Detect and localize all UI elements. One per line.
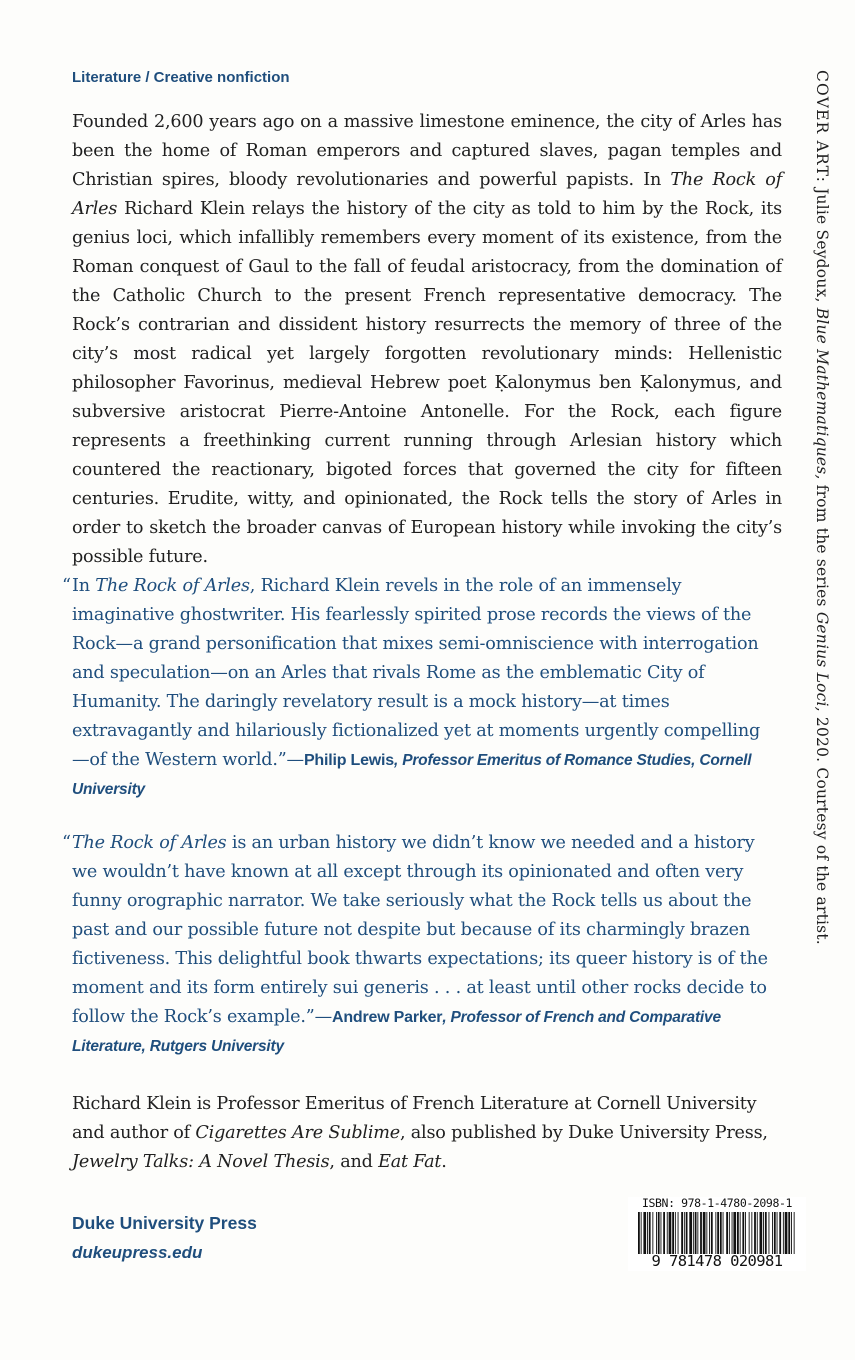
barcode-bar	[754, 1212, 756, 1254]
barcode-bar	[700, 1212, 702, 1254]
quote-open-mark: “	[62, 833, 71, 853]
barcode-bar	[638, 1212, 640, 1254]
blurb-text-1: Founded 2,600 years ago on a massive limestone eminence, the city of Arles has been the home of Roman emperors and captured slaves, pagan temples and Christian spires, bloody revolutionaries and powerful papists. In	[72, 112, 782, 190]
quote1-body: , Richard Klein revels in the role of an immensely imaginative ghostwriter. His fearlessly spirited prose records the views of the Rock—a grand personification that mixes semi-omniscience with interrogation and speculation—on an Arles that rivals Rome as the emblematic City of Humanity. The daringly revelatory result is a mock history—at times extravagantly and hilariously fictionalized yet at moments urgently compelling—of the Western world.”—	[72, 576, 761, 770]
barcode-bar	[649, 1212, 651, 1254]
barcode-bar	[689, 1212, 692, 1254]
bio-text-1: Richard Klein is Professor Emeritus of French Literature at Cornell University and author of	[72, 1094, 757, 1143]
barcode-bar	[661, 1212, 662, 1254]
barcode-bar	[765, 1212, 767, 1254]
barcode-bar	[669, 1212, 672, 1254]
quote1-affiliation: , Professor Emeritus of Romance Studies, Cornell University	[72, 752, 752, 798]
barcode-bar	[643, 1212, 646, 1254]
barcode-bar	[667, 1212, 668, 1254]
cover-art-work: Blue Mathematiques,	[813, 307, 831, 480]
barcode-bar	[791, 1212, 792, 1254]
barcode-bar	[678, 1212, 679, 1254]
barcode-bar	[717, 1212, 719, 1254]
barcode-bar	[663, 1212, 665, 1254]
barcode-bar	[709, 1212, 710, 1254]
author-bio	[72, 1090, 782, 1177]
barcode-bar	[742, 1212, 744, 1254]
quote2-affiliation: , Professor of French and Comparative Literature, Rutgers University	[72, 1009, 721, 1055]
category-label: Literature / Creative nonfiction	[72, 69, 290, 86]
barcode-bar	[749, 1212, 750, 1254]
bio-book-1: Cigarettes Are Sublime	[195, 1123, 400, 1143]
barcode-bar	[740, 1212, 741, 1254]
barcode-bar	[686, 1212, 688, 1254]
barcode-bar	[693, 1212, 694, 1254]
barcode-bar	[777, 1212, 778, 1254]
quote1-book-title: The Rock of Arles	[95, 576, 250, 596]
endorsement-quote-2	[62, 829, 772, 1061]
barcode-bar	[769, 1212, 770, 1254]
barcode-bar	[703, 1212, 706, 1254]
blurb-text-2: Richard Klein relays the history of the city as told to him by the Rock, its genius loci, which infallibly remembers every moment of its existence, from the Roman conquest of Gaul to the fall of feudal aristocracy, from the domination of the Catholic Church to the present French representative democracy. The Rock’s contrarian and dissident history resurrects the memory of three of the city’s most radical yet largely forgotten revolutionary minds: Hellenistic philosopher Favorinus, medieval Hebrew poet Ḳalonymus ben Ḳalonymus, and subversive aristocrat Pierre-Antoine Antonelle. For the Rock, each figure represents a freethinking current running through Arlesian history which countered the reactionary, bigoted forces that governed the city for fifteen centuries. Erudite, witty, and opinionated, the Rock tells the story of Arles in order to sketch the broader canvas of European history while invoking the city’s possible future.	[72, 199, 782, 567]
cover-art-artist: Julie Seydoux,	[813, 183, 831, 308]
barcode-bar	[641, 1212, 642, 1254]
barcode-bar	[783, 1212, 784, 1254]
quote-open-mark: “	[62, 576, 71, 596]
publisher-name: Duke University Press	[72, 1213, 257, 1233]
barcode-bar	[794, 1212, 795, 1254]
barcode-bar	[715, 1212, 716, 1254]
barcode-bar	[675, 1212, 676, 1254]
cover-art-series-prefix: from the series	[813, 479, 831, 612]
cover-art-credit	[812, 70, 832, 945]
bio-book-2: Jewelry Talks: A Novel Thesis	[72, 1152, 330, 1172]
barcode-bar	[772, 1212, 773, 1254]
bio-text-2: , also published by Duke University Press,	[399, 1123, 768, 1143]
barcode-bar	[757, 1212, 758, 1254]
barcode-bar	[658, 1212, 660, 1254]
blurb-book-title: The Rock of Arles	[72, 170, 783, 219]
barcode-bar	[788, 1212, 790, 1254]
barcode-bar	[672, 1212, 674, 1254]
barcode-bar	[751, 1212, 752, 1254]
barcode-bar	[656, 1212, 657, 1254]
barcode-bar	[763, 1212, 764, 1254]
barcode-bar	[706, 1212, 707, 1254]
bio-text-4: .	[441, 1152, 447, 1172]
barcode-bar	[732, 1212, 733, 1254]
quote1-author: Philip Lewis	[303, 752, 394, 769]
endorsement-quote-1	[62, 572, 772, 804]
barcode-bar	[723, 1212, 724, 1254]
cover-art-label: COVER ART:	[813, 70, 831, 183]
isbn-label: ISBN: 978-1-4780-2098-1	[641, 1196, 793, 1210]
quote2-book-title: The Rock of Arles	[72, 833, 227, 853]
bio-text-3: , and	[329, 1152, 379, 1172]
barcode-bars	[638, 1212, 796, 1254]
barcode-bar	[720, 1212, 722, 1254]
barcode-bar	[681, 1212, 683, 1254]
barcode-bar	[733, 1212, 736, 1254]
barcode-bar	[697, 1212, 698, 1254]
book-description	[72, 108, 782, 572]
barcode-bar	[684, 1212, 685, 1254]
quote1-lead: In	[72, 576, 96, 596]
barcode-bar	[729, 1212, 730, 1254]
barcode-bar	[695, 1212, 697, 1254]
barcode-bar	[745, 1212, 746, 1254]
barcode-bar	[711, 1212, 713, 1254]
quote2-author: Andrew Parker	[331, 1009, 443, 1026]
bio-book-3: Eat Fat	[378, 1152, 442, 1172]
barcode-bar	[779, 1212, 781, 1254]
barcode-bar	[760, 1212, 763, 1254]
isbn-barcode-block	[628, 1197, 806, 1271]
barcode-bar	[726, 1212, 728, 1254]
cover-art-courtesy: 2020. Courtesy of the artist.	[813, 711, 831, 945]
cover-art-series: Genius Loci,	[813, 611, 831, 712]
quote2-body: is an urban history we didn’t know we needed and a history we wouldn’t have known at all except through its opinionated and often very funny orographic narrator. We take seriously what the Rock tells us about the past and our possible future not despite but because of its charmingly brazen fictiveness. This delightful book thwarts expectations; its queer history is of the moment and its form entirely sui generis . . . at least until other rocks decide to follow the Rock’s example.”—	[72, 833, 768, 1027]
barcode-bar	[785, 1212, 788, 1254]
barcode-bar	[647, 1212, 648, 1254]
barcode-bar	[652, 1212, 653, 1254]
barcode-bar	[737, 1212, 739, 1254]
barcode-digits: 9 781478 020981	[651, 1252, 783, 1270]
publisher-website[interactable]: dukeupress.edu	[72, 1243, 203, 1262]
barcode-bar	[774, 1212, 776, 1254]
